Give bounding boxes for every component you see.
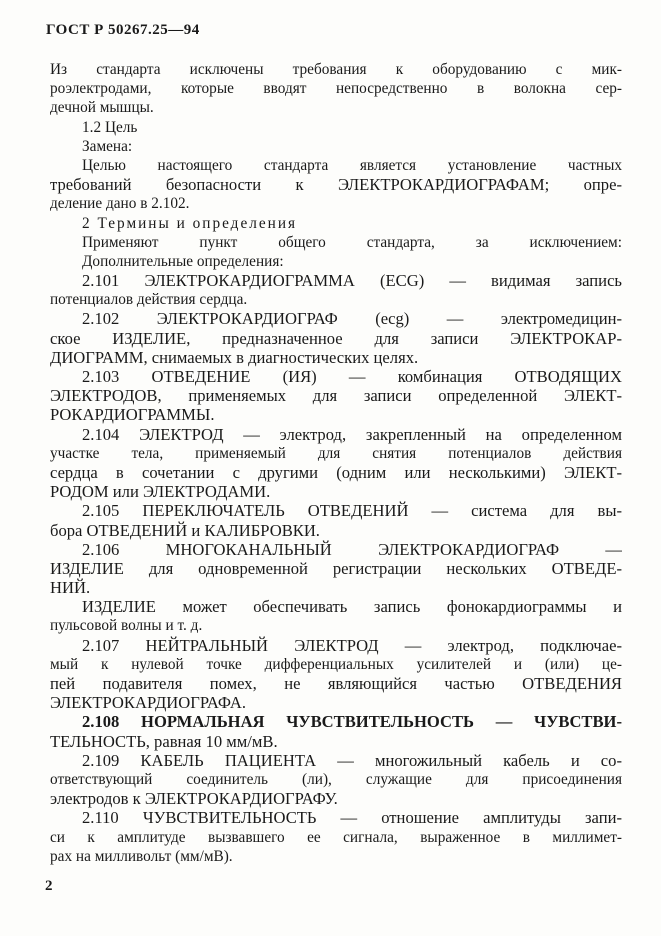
text-line: ЭЛЕКТРОКАРДИОГРАФА. <box>50 693 247 713</box>
text-line: Из стандарта исключены требования к оборудованию с мик- <box>50 61 622 78</box>
text-line: потенциалов действия сердца. <box>50 291 248 309</box>
text-line: РОКАРДИОГРАММЫ. <box>50 405 215 425</box>
section-heading: 2 Термины и определения <box>82 214 298 232</box>
text-line: пей подавителя помех, не являющийся частью ОТВЕДЕНИЯ <box>50 674 622 693</box>
text-line: сердца в сочетании с другими (одним или несколькими) ЭЛЕКТ- <box>50 462 622 482</box>
text-line: пульсовой волны и т. д. <box>50 617 203 635</box>
text-line: мый к нулевой точке дифференциальных усилителей и (или) це- <box>50 655 622 673</box>
text-line: си к амплитуде вызвавшего ее сигнала, выраженное в миллимет- <box>50 828 622 846</box>
definition-line: 2.109 КАБЕЛЬ ПАЦИЕНТА — многожильный кабель и со- <box>82 750 622 770</box>
definition-line: 2.101 ЭЛЕКТРОКАРДИОГРАММА (ECG) — видимая запись <box>82 271 622 291</box>
text-line: электродов к ЭЛЕКТРОКАРДИОГРАФУ. <box>50 789 338 809</box>
text-line: Целью настоящего стандарта является установление частных <box>82 156 622 174</box>
text-line: роэлектродами, которые вводят непосредственно в волокна сер- <box>50 80 622 98</box>
text-line: дечной мышцы. <box>50 99 154 117</box>
definition-line: 2.106 МНОГОКАНАЛЬНЫЙ ЭЛЕКТРОКАРДИОГРАФ — <box>82 539 622 559</box>
text-line: требований безопасности к ЭЛЕКТРОКАРДИОГРАФАМ; опре- <box>50 175 622 195</box>
section-heading: 1.2 Цель <box>82 118 138 136</box>
page-number: 2 <box>45 878 53 894</box>
text-line: ское ИЗДЕЛИЕ, предназначенное для записи ЭЛЕКТРОКАР- <box>50 328 622 348</box>
document-header: ГОСТ Р 50267.25—94 <box>46 22 200 38</box>
text-line: НИЙ. <box>50 578 91 598</box>
text-line: Замена: <box>82 137 133 155</box>
text-line: ЭЛЕКТРОДОВ, применяемых для записи определенной ЭЛЕКТ- <box>50 386 622 406</box>
text-line: бора ОТВЕДЕНИЙ и КАЛИБРОВКИ. <box>50 520 320 540</box>
text-line: ответствующий соединитель (ли), служащие для присоединения <box>50 770 622 788</box>
text-line: Применяют пункт общего стандарта, за исключением: <box>82 233 622 251</box>
text-line: деление дано в 2.102. <box>50 195 190 213</box>
definition-line: 2.110 ЧУВСТВИТЕЛЬНОСТЬ — отношение амплитуды запи- <box>82 808 622 828</box>
text-line: ИЗДЕЛИЕ для одновременной регистрации нескольких ОТВЕДЕ- <box>50 558 622 578</box>
text-line: ИЗДЕЛИЕ может обеспечивать запись фонокардиограммы и <box>82 597 622 617</box>
definition-line: 2.102 ЭЛЕКТРОКАРДИОГРАФ (ecg) — электромедицин- <box>82 309 622 329</box>
text-line: участке тела, применяемый для снятия потенциалов действия <box>50 444 622 462</box>
text-line: ДИОГРАММ, снимаемых в диагностических целях. <box>50 347 419 367</box>
text-line: рах на милливольт (мм/мВ). <box>50 847 233 865</box>
definition-line: 2.103 ОТВЕДЕНИЕ (ИЯ) — комбинация ОТВОДЯЩИХ <box>82 367 622 386</box>
document-body <box>50 60 622 866</box>
definition-line: 2.108 НОРМАЛЬНАЯ ЧУВСТВИТЕЛЬНОСТЬ — ЧУВСТВИ- <box>82 712 622 732</box>
definition-line: 2.107 НЕЙТРАЛЬНЫЙ ЭЛЕКТРОД — электрод, подключае- <box>82 635 622 655</box>
text-line: ТЕЛЬНОСТЬ, равная 10 мм/мВ. <box>50 731 278 751</box>
text-line: РОДОМ или ЭЛЕКТРОДАМИ. <box>50 482 271 502</box>
text-line: Дополнительные определения: <box>82 252 284 270</box>
definition-line: 2.105 ПЕРЕКЛЮЧАТЕЛЬ ОТВЕДЕНИЙ — система для вы- <box>82 501 622 521</box>
definition-line: 2.104 ЭЛЕКТРОД — электрод, закрепленный на определенном <box>82 424 622 444</box>
